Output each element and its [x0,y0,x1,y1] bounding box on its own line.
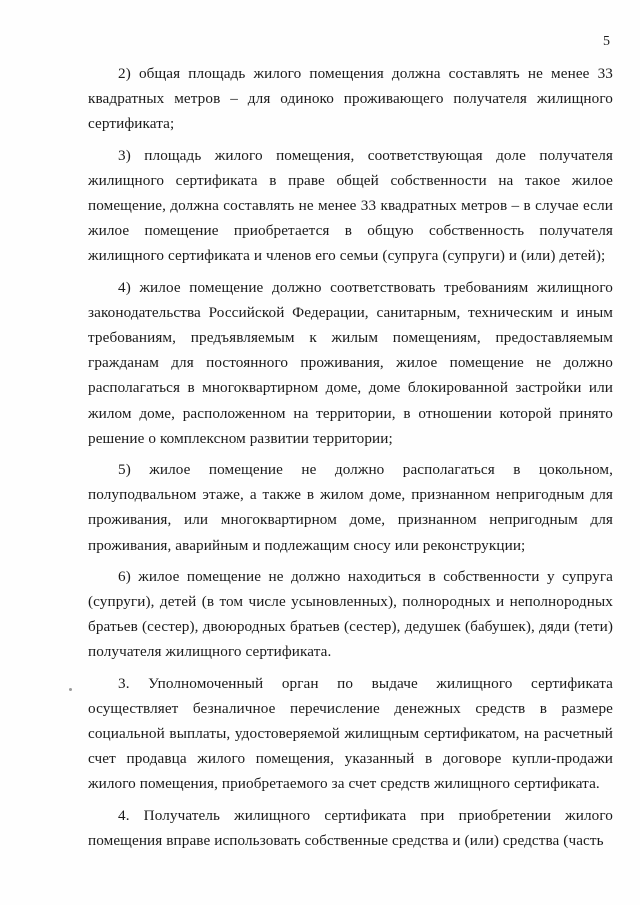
paragraph-item-2: 2) общая площадь жилого помещения должна составлять не менее 33 квадратных метров – для одиноко проживающего получателя жилищного сертификата; [88,65,613,133]
paragraph-item-4: 4) жилое помещение должно соответствовать требованиям жилищного законодательства Российской Федерации, санитарным, техническим и иным требованиям, предъявляемым к жилым помещениям, предоставляемым гражданам для постоянного проживания, жилое помещение не должно располагаться в многоквартирном доме, доме блокированной застройки или жилом доме, расположенном на территории, в отношении которой принято решение о комплексном развитии территории; [88,278,613,447]
scan-speck [69,688,72,691]
page-number: 5 [603,34,610,49]
paragraph-item-6: 6) жилое помещение не должно находиться в собственности у супруга (супруги), детей (в том числе усыновленных), полнородных и неполнородных братьев (сестер), двоюродных братьев (сестер), дедушек (бабушек), дяди (тети) получателя жилищного сертификата. [88,567,613,661]
paragraph-section-4: 4. Получатель жилищного сертификата при приобретении жилого помещения вправе использовать собственные средства и (или) средства (часть [88,806,613,849]
paragraph-section-3: 3. Уполномоченный орган по выдаче жилищного сертификата осуществляет безналичное перечисление денежных средств в размере социальной выплаты, удостоверяемой жилищным сертификатом, на расчетный счет продавца жилого помещения, указанный в договоре купли-продажи жилого помещения, приобретаемого за счет средств жилищного сертификата. [88,674,613,793]
document-body [88,61,613,853]
paragraph-item-3: 3) площадь жилого помещения, соответствующая доле получателя жилищного сертификата в праве общей собственности на такое жилое помещение, должна составлять не менее 33 квадратных метров – в случае если жилое помещение приобретается в общую собственность получателя жилищного сертификата и членов его семьи (супруга (супруги) и (или) детей); [88,146,613,265]
paragraph-item-5: 5) жилое помещение не должно располагаться в цокольном, полуподвальном этаже, а также в жилом доме, признанном непригодным для проживания, или многоквартирном доме, признанном непригодным для проживания, аварийным и подлежащим сносу или реконструкции; [88,461,613,554]
